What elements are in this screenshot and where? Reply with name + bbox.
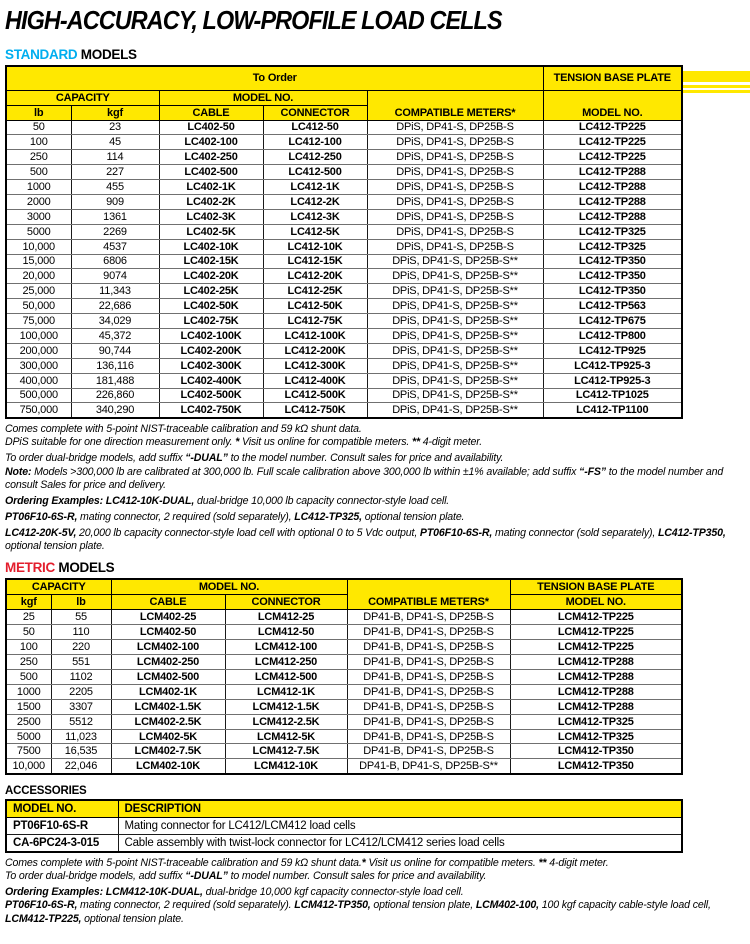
col-header-lb: lb [6,105,71,120]
table-cell: LC402-50 [159,120,263,135]
table-cell: DP41-B, DP41-S, DP25B-S [347,729,510,744]
table-cell: LCM412-1K [225,684,347,699]
table-row [6,165,682,180]
table-cell: LC412-10K [263,239,367,254]
table-cell: 22,046 [51,759,111,774]
table-row [6,403,682,418]
tension-base-plate-header: TENSION BASE PLATE [543,66,682,90]
table-cell: LC402-3K [159,209,263,224]
table-cell: LC402-100 [159,135,263,150]
note-line: Ordering Examples: LC412-10K-DUAL, dual-bridge 10,000 lb capacity connector-style load cell. [5,494,450,507]
table-cell: 250 [6,150,71,165]
table-cell: LCM412-500 [225,670,347,685]
model-no-header: MODEL NO. [159,90,367,105]
table-cell: LCM412-TP350 [510,759,682,774]
table-row [6,328,682,343]
accessories-table-header [6,800,682,818]
table-cell: 1500 [6,699,51,714]
table-cell: DPiS, DP41-S, DP25B-S [367,135,543,150]
table-cell: LCM412-TP288 [510,655,682,670]
table-cell: LC412-TP1025 [543,388,682,403]
capacity-header: CAPACITY [6,90,159,105]
table-cell: 2500 [6,714,51,729]
table-cell: 340,290 [71,403,159,418]
table-cell: 400,000 [6,373,71,388]
table-cell: 16,535 [51,744,111,759]
table-row [6,610,682,625]
table-row [6,834,682,852]
table-row [6,209,682,224]
table-row [6,135,682,150]
table-cell: 114 [71,150,159,165]
table-cell: LC412-250 [263,150,367,165]
table-row [6,254,682,269]
col-header-kgf: kgf [6,595,51,610]
table-cell: 50 [6,120,71,135]
table-cell: 5512 [51,714,111,729]
table-cell: LC412-TP925-3 [543,373,682,388]
table-cell: 3307 [51,699,111,714]
table-cell: LC402-250 [159,150,263,165]
metric-table-body [6,610,682,774]
table-cell: LCM412-25 [225,610,347,625]
table-row [6,150,682,165]
table-row [6,640,682,655]
note-line: Ordering Examples: LCM412-10K-DUAL, dual-bridge 10,000 kgf capacity connector-style load cell. [5,886,464,899]
accessories-description-header: DESCRIPTION [118,800,682,818]
accessories-table-body [6,817,682,852]
table-cell: LCM412-TP288 [510,684,682,699]
table-cell: 100,000 [6,328,71,343]
table-cell: LC412-TP1100 [543,403,682,418]
table-cell: LCM412-TP325 [510,714,682,729]
table-cell: LCM412-TP350 [510,744,682,759]
table-row [6,744,682,759]
capacity-header: CAPACITY [6,579,111,595]
table-cell: LCM412-TP225 [510,625,682,640]
table-cell: LC412-TP225 [543,150,682,165]
note-line: LC412-20K-5V, 20,000 lb capacity connector-style load cell with optional 0 to 5 Vdc output, PT06F10-6S-R, mating connector (sold separately), LC412-TP350, optional tension plate. [5,526,726,553]
table-cell: LC402-25K [159,284,263,299]
table-cell: 15,000 [6,254,71,269]
table-cell: 2205 [51,684,111,699]
table-cell: LCM412-5K [225,729,347,744]
table-cell: LC412-TP350 [543,284,682,299]
table-cell: LC412-300K [263,358,367,373]
tension-model-no-header: MODEL NO. [510,595,682,610]
table-cell: LCM412-TP288 [510,699,682,714]
table-cell: 551 [51,655,111,670]
table-row [6,388,682,403]
table-cell: LC402-500 [159,165,263,180]
table-cell: DPiS, DP41-S, DP25B-S** [367,403,543,418]
table-cell: LC412-TP225 [543,120,682,135]
table-cell: LC402-500K [159,388,263,403]
table-cell: 227 [71,165,159,180]
table-cell: 909 [71,194,159,209]
table-row [6,180,682,195]
table-cell: LC412-TP925 [543,343,682,358]
table-cell: LC412-750K [263,403,367,418]
metric-table-header [6,579,682,610]
note-line: To order dual-bridge models, add suffix “-DUAL” to the model number. Consult sales for price and availability. [5,452,504,465]
table-cell: LCM402-10K [111,759,225,774]
table-cell: LCM402-2.5K [111,714,225,729]
table-cell: LCM412-7.5K [225,744,347,759]
table-row [6,759,682,774]
note-line: PT06F10-6S-R, mating connector, 2 required (sold separately), LC412-TP325, optional tension plate. [5,510,465,523]
page-title: HIGH-ACCURACY, LOW-PROFILE LOAD CELLS [5,5,502,35]
standard-heading-accent: STANDARD [5,47,78,62]
table-cell: LCM412-1.5K [225,699,347,714]
table-cell: DPiS, DP41-S, DP25B-S [367,165,543,180]
table-cell: LCM402-5K [111,729,225,744]
col-header-cable: CABLE [111,595,225,610]
table-cell: LC402-2K [159,194,263,209]
table-row [6,239,682,254]
table-cell: DP41-B, DP41-S, DP25B-S [347,670,510,685]
table-cell: DPiS, DP41-S, DP25B-S** [367,254,543,269]
table-cell: DPiS, DP41-S, DP25B-S** [367,373,543,388]
table-cell: LC402-20K [159,269,263,284]
table-cell: 500 [6,670,51,685]
table-cell: LC402-300K [159,358,263,373]
table-cell: LC412-TP925-3 [543,358,682,373]
tension-base-plate-header: TENSION BASE PLATE [510,579,682,595]
table-cell: DPiS, DP41-S, DP25B-S** [367,299,543,314]
table-cell: LCM412-TP288 [510,670,682,685]
table-cell: 1000 [6,684,51,699]
table-cell: LC412-TP288 [543,194,682,209]
metric-heading-rest: MODELS [54,560,115,576]
table-cell: LC412-TP325 [543,239,682,254]
table-cell: 2000 [6,194,71,209]
table-cell: DPiS, DP41-S, DP25B-S [367,150,543,165]
table-cell: 110 [51,625,111,640]
table-cell: 750,000 [6,403,71,418]
table-cell: LC412-100 [263,135,367,150]
table-cell: 100 [6,135,71,150]
table-cell: 11,023 [51,729,111,744]
note-line: PT06F10-6S-R, mating connector, 2 required (sold separately). LCM412-TP350, optional tension plate, LCM402-100, 100 kgf capacity cable-style load cell, LCM412-TP225, optional tension plate. [5,899,711,925]
table-cell: LCM412-2.5K [225,714,347,729]
table-cell: 22,686 [71,299,159,314]
standard-table-body [6,120,682,418]
table-cell: DPiS, DP41-S, DP25B-S [367,120,543,135]
model-no-header: MODEL NO. [111,579,347,595]
table-cell: LC402-1K [159,180,263,195]
table-cell: 11,343 [71,284,159,299]
table-cell: LC402-15K [159,254,263,269]
decorative-yellow-stripe [683,71,750,95]
table-row [6,343,682,358]
table-row [6,120,682,135]
table-cell: 50 [6,625,51,640]
table-cell: 6806 [71,254,159,269]
table-cell: 3000 [6,209,71,224]
table-cell: Mating connector for LC412/LCM412 load cells [118,817,682,834]
table-cell: 55 [51,610,111,625]
col-header-lb: lb [51,595,111,610]
table-cell: DPiS, DP41-S, DP25B-S** [367,388,543,403]
table-cell: DP41-B, DP41-S, DP25B-S [347,640,510,655]
table-cell: 226,860 [71,388,159,403]
table-cell: 5000 [6,729,51,744]
standard-heading-rest: MODELS [77,47,137,62]
table-cell: DP41-B, DP41-S, DP25B-S [347,655,510,670]
table-cell: 45 [71,135,159,150]
table-cell: LC412-TP350 [543,254,682,269]
note-line: Comes complete with 5-point NIST-traceable calibration and 59 kΩ shunt data. [5,422,362,435]
table-cell: 200,000 [6,343,71,358]
standard-models-heading [5,47,750,62]
table-cell: 23 [71,120,159,135]
table-cell: LC412-200K [263,343,367,358]
table-row [6,373,682,388]
col-header-connector: CONNECTOR [225,595,347,610]
table-cell: DP41-B, DP41-S, DP25B-S [347,684,510,699]
table-cell: LC402-75K [159,314,263,329]
table-cell: DPiS, DP41-S, DP25B-S** [367,328,543,343]
table-cell: LC412-15K [263,254,367,269]
table-cell: 20,000 [6,269,71,284]
table-cell: 4537 [71,239,159,254]
metric-heading-accent: METRIC [5,560,55,576]
table-cell: LCM412-TP325 [510,729,682,744]
col-header-kgf: kgf [71,105,159,120]
table-cell: 1000 [6,180,71,195]
table-cell: LCM402-1.5K [111,699,225,714]
table-cell: LC412-100K [263,328,367,343]
table-cell: 500 [6,165,71,180]
table-cell: LC412-20K [263,269,367,284]
table-cell: LCM412-TP225 [510,640,682,655]
table-cell: DPiS, DP41-S, DP25B-S** [367,358,543,373]
note-line: Comes complete with 5-point NIST-traceable calibration and 59 kΩ shunt data.* Visit us online for compatible meters. ** 4-digit meter. [5,856,609,869]
table-cell: 7500 [6,744,51,759]
table-cell: DPiS, DP41-S, DP25B-S [367,209,543,224]
table-cell: DPiS, DP41-S, DP25B-S [367,239,543,254]
accessories-heading: ACCESSORIES [5,784,87,797]
table-cell: DPiS, DP41-S, DP25B-S [367,180,543,195]
table-cell: LCM412-TP225 [510,610,682,625]
table-cell: 1361 [71,209,159,224]
table-cell: 10,000 [6,239,71,254]
table-cell: LCM412-100 [225,640,347,655]
table-cell: 250 [6,655,51,670]
table-cell: DPiS, DP41-S, DP25B-S** [367,269,543,284]
footer-notes [5,857,747,927]
tension-model-no-header: MODEL NO. [543,90,682,120]
table-row [6,655,682,670]
table-row [6,684,682,699]
table-row [6,625,682,640]
table-cell: 2269 [71,224,159,239]
table-cell: 9074 [71,269,159,284]
table-cell: 90,744 [71,343,159,358]
table-cell: 181,488 [71,373,159,388]
accessories-table [5,799,683,853]
table-cell: 5000 [6,224,71,239]
table-cell: LC412-TP563 [543,299,682,314]
note-line: Note: Models >300,000 lb are calibrated at 300,000 lb. Full scale calibration above 300,000 lb within ±1% available; add suffix “-FS” to the model number and consult Sales for price and delivery. [5,465,724,491]
table-cell: LC412-50 [263,120,367,135]
standard-models-table [5,65,683,419]
table-cell: LC412-2K [263,194,367,209]
table-cell: LC402-200K [159,343,263,358]
table-cell: LC412-400K [263,373,367,388]
table-cell: DP41-B, DP41-S, DP25B-S [347,610,510,625]
col-header-cable: CABLE [159,105,263,120]
table-row [6,314,682,329]
table-cell: PT06F10-6S-R [6,817,118,834]
table-cell: LC412-5K [263,224,367,239]
table-cell: LC412-TP288 [543,165,682,180]
table-cell: LC412-TP675 [543,314,682,329]
table-cell: LC412-75K [263,314,367,329]
table-cell: LC412-50K [263,299,367,314]
table-cell: DPiS, DP41-S, DP25B-S** [367,284,543,299]
table-cell: LCM402-7.5K [111,744,225,759]
table-cell: LC402-100K [159,328,263,343]
table-cell: LC412-TP288 [543,209,682,224]
table-cell: LCM412-50 [225,625,347,640]
metric-models-table [5,578,683,774]
table-cell: 300,000 [6,358,71,373]
table-row [6,670,682,685]
table-row [6,194,682,209]
table-row [6,714,682,729]
table-cell: LC412-500 [263,165,367,180]
table-cell: DP41-B, DP41-S, DP25B-S [347,714,510,729]
table-row [6,817,682,834]
table-cell: DP41-B, DP41-S, DP25B-S [347,744,510,759]
table-cell: LC402-750K [159,403,263,418]
table-cell: LCM402-50 [111,625,225,640]
table-cell: 455 [71,180,159,195]
table-cell: LC412-TP800 [543,328,682,343]
table-cell: LC412-3K [263,209,367,224]
accessories-model-no-header: MODEL NO. [6,800,118,818]
table-row [6,284,682,299]
table-cell: LC412-TP350 [543,269,682,284]
table-cell: LC402-5K [159,224,263,239]
table-cell: 25 [6,610,51,625]
table-cell: LC412-1K [263,180,367,195]
table-row [6,699,682,714]
table-cell: 75,000 [6,314,71,329]
table-cell: LCM402-100 [111,640,225,655]
table-cell: LC412-500K [263,388,367,403]
table-cell: Cable assembly with twist-lock connector for LC412/LCM412 series load cells [118,834,682,852]
table-cell: LC412-TP225 [543,135,682,150]
table-cell: 136,116 [71,358,159,373]
table-cell: LC412-25K [263,284,367,299]
compatible-meters-header: COMPATIBLE METERS* [347,579,510,610]
table-cell: LCM402-1K [111,684,225,699]
table-cell: DPiS, DP41-S, DP25B-S** [367,343,543,358]
table-cell: LCM412-10K [225,759,347,774]
table-cell: DPiS, DP41-S, DP25B-S** [367,314,543,329]
col-header-connector: CONNECTOR [263,105,367,120]
table-cell: CA-6PC24-3-015 [6,834,118,852]
to-order-header: To Order [6,66,543,90]
table-cell: LCM402-500 [111,670,225,685]
compatible-meters-header: COMPATIBLE METERS* [367,90,543,120]
table-cell: DPiS, DP41-S, DP25B-S [367,194,543,209]
table-cell: DP41-B, DP41-S, DP25B-S [347,699,510,714]
table-cell: 50,000 [6,299,71,314]
table-cell: LC402-10K [159,239,263,254]
table-cell: 10,000 [6,759,51,774]
note-line: To order dual-bridge models, add suffix “-DUAL” to model number. Consult sales for price and availability. [5,870,487,883]
table-cell: LCM402-250 [111,655,225,670]
table-cell: 500,000 [6,388,71,403]
table-cell: 220 [51,640,111,655]
table-cell: DPiS, DP41-S, DP25B-S [367,224,543,239]
table-row [6,358,682,373]
table-cell: 100 [6,640,51,655]
table-cell: LCM412-250 [225,655,347,670]
table-row [6,729,682,744]
table-cell: LC412-TP288 [543,180,682,195]
table-cell: LCM402-25 [111,610,225,625]
table-cell: DP41-B, DP41-S, DP25B-S** [347,759,510,774]
table-row [6,269,682,284]
table-cell: 45,372 [71,328,159,343]
metric-models-heading [5,560,750,575]
table-cell: LC412-TP325 [543,224,682,239]
table-cell: LC402-400K [159,373,263,388]
table-cell: 1102 [51,670,111,685]
table-cell: DP41-B, DP41-S, DP25B-S [347,625,510,640]
note-line: DPiS suitable for one direction measurement only. * Visit us online for compatible meters. ** 4-digit meter. [5,436,483,449]
table-cell: 25,000 [6,284,71,299]
standard-table-header [6,66,682,120]
table-row [6,224,682,239]
table-cell: LC402-50K [159,299,263,314]
table-row [6,299,682,314]
table-cell: 34,029 [71,314,159,329]
standard-notes [5,423,747,554]
